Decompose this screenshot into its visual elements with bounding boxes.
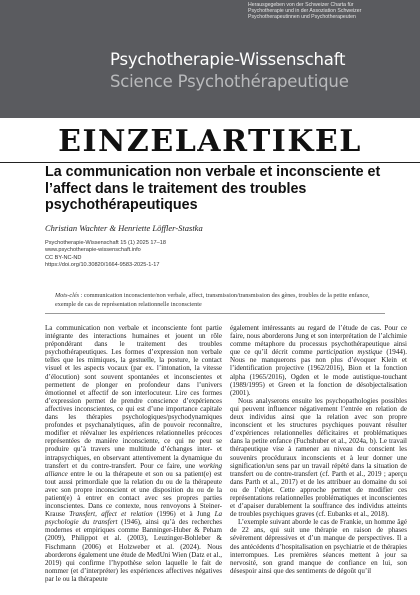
publisher-note-line: Psychotherapie und in der Assoziation Schweizer <box>248 8 362 15</box>
keywords-text: : communication inconsciente/non verbale, affect, transmission/transmission des gènes, troubles de la petite enfance, exemple de cas de représentation relationnelle inconsciente <box>55 292 370 308</box>
article-title: La communication non verbale et inconsciente et l’affect dans le traitement des troubles psychothérapeutiques <box>45 164 381 213</box>
paragraph-text: (1944). Nous ne manquerons pas non plus d’évoquer Klein et l’identification projective (1962/2016), Bion et la fonction alpha (1965/2016), Ogden et le mode autistique-touchant (1989/1995) et Green et la fonction de désobjectalisation (2001). <box>230 348 407 397</box>
section-label: EINZELARTIKEL <box>58 124 362 159</box>
body-paragraph <box>45 324 222 583</box>
paragraph-text: entre le ou la thérapeute et son ou sa patient(e) est tout aussi primordiale que la relation du ou de la thérapeute avec son propre inconscient et une disposition du ou de la patient(e) à entrer en contact avec ses propres parties inconscientes. Dans ce contexte, nous renvoyons à Steiner-Krause <box>45 469 222 519</box>
paragraph-text: La communication non verbale et inconsciente font partie intégrante des interactions humaines et jouent un rôle prépondérant dans le traitement des troubles psychothérapeutiques. Les formes d’expression non verbale telles que les mimiques, la gestuelle, la posture, le contact visuel et les aspects vocaux (par ex. l’intonation, la vitesse d’élocution) sont souvent spontanées et inconscientes et permettent de plonger en profondeur dans l’univers émotionnel et affectif de son interlocuteur. Lire ces formes d’expression permet de prendre conscience d’expériences affectives inconscientes, ce qui est d’une importance capitale dans les thérapies psychologiques/psychodynamiques profondes et psychanalytiques, afin de pouvoir reconnaître, modifier et réévaluer les expériences relationnelles précoces représentées de manière inconsciente, ce qui ne peut se produire qu’à travers une multitude d’échanges inter- et intrapsychiques, en observant attentivement la dynamique du transfert et du contre-transfert. Pour ce faire, une <box>45 324 222 470</box>
citation-line: Psychotherapie-Wissenschaft 15 (1) 2025 17–18 <box>45 240 166 246</box>
emphasis-text: participation mystique <box>316 348 383 357</box>
paragraph-text: (1946), ainsi qu’à des recherches modernes et empiriques comme Banninger-Huber & Peham (2009), Philippot et al. (2003), Leuzinger-Bohleber & Fischmann (2006) et Holzweber et al. (2024). Nous aborderons également une étude de MedUni Wien (Datz et al., 2019) qui confirme l’hypothèse selon laquelle le fait de nommer (et d’interpréter) les expériences affectives négatives par le ou la thérapeute <box>45 518 222 583</box>
paragraph-text: L’exemple suivant aborde le cas de Frankie, un homme âgé de 22 ans, qui suit une thérapie en raison de phases sévèrement dépressives et d’un manque de perspectives. Il a des antécédents d’hospitalisation en psychiatrie et de thérapies interrompues. Les premières séances mettent à jour sa nervosité, son grand manque de confiance en lui, son désespoir ainsi que des sentiments de dégoût qu’il <box>230 518 407 575</box>
body-paragraph <box>230 397 407 518</box>
journal-header-banner <box>0 0 420 118</box>
emphasis-text: La psychologie du transfert <box>45 510 223 527</box>
journal-title-fr: Science Psychothérapeutique <box>110 72 349 91</box>
emphasis-text: working alliance <box>45 461 222 478</box>
body-column-right <box>230 324 407 575</box>
body-paragraph <box>230 518 407 575</box>
paragraph-text: Nous analyserons ensuite les psychopathologies possibles qui peuvent influencer négativement l’entrée en relation de deux individus ainsi que la relation avec son propre inconscient et les structures psychiques pouvant résulter d’expériences relationnelles déficitaires et problématiques dans la petite enfance (Fuchshuber et al., 2024a, b). Le travail thérapeutique vise à ramener au niveau du conscient les souvenirs procéduraux inconscients et à leur donner une signification/un sens par un travail répété dans la situation de transfert ou de contre-transfert (cf. Parth et al., 2019 ; aperçu dans Parth et al., 2017) et de les attribuer au domaine du soi ou de l’objet. Cette approche permet de modifier ces représentations relationnelles problématiques et inconscientes et d’apaiser durablement la souffrance des individus atteints de troubles psychiques graves (cf. Eubanks et al., 2018). <box>230 396 407 519</box>
paragraph-text: (1996) et à Jung <box>152 510 215 519</box>
website-link[interactable]: www.psychotherapie-wissenschaft.info <box>45 247 141 254</box>
license-line: CC BY-NC-ND <box>45 254 82 261</box>
body-column-left <box>45 324 222 583</box>
article-metadata <box>45 240 166 270</box>
article-authors: Christian Wachter & Henriette Löffler-Stastka <box>45 223 203 233</box>
paragraph-text: également intéressants au regard de l’étude de cas. Pour ce faire, nous aborderons Jung et son interprétation de l’alchimie comme métaphore du processus psychothérapeutique ainsi que ce qu’il décrit comme <box>230 324 407 357</box>
doi-link[interactable]: https://doi.org/10.30820/1664-9583-2025-1-17 <box>45 262 160 269</box>
body-paragraph <box>230 324 407 397</box>
section-divider <box>0 162 420 163</box>
keywords-label: Mots-clés <box>55 292 80 299</box>
publisher-note-line: Psychotherapeutinnen und Psychotherapeuten <box>248 14 356 21</box>
emphasis-text: Transfert, affect et relation <box>69 510 153 519</box>
keywords-divider <box>45 313 385 314</box>
keywords <box>55 292 377 309</box>
publisher-note <box>248 2 418 21</box>
journal-title-de: Psychotherapie-Wissenschaft <box>110 50 346 69</box>
publisher-note-line: Herausgegeben von der Schweizer Charta für <box>248 2 354 8</box>
